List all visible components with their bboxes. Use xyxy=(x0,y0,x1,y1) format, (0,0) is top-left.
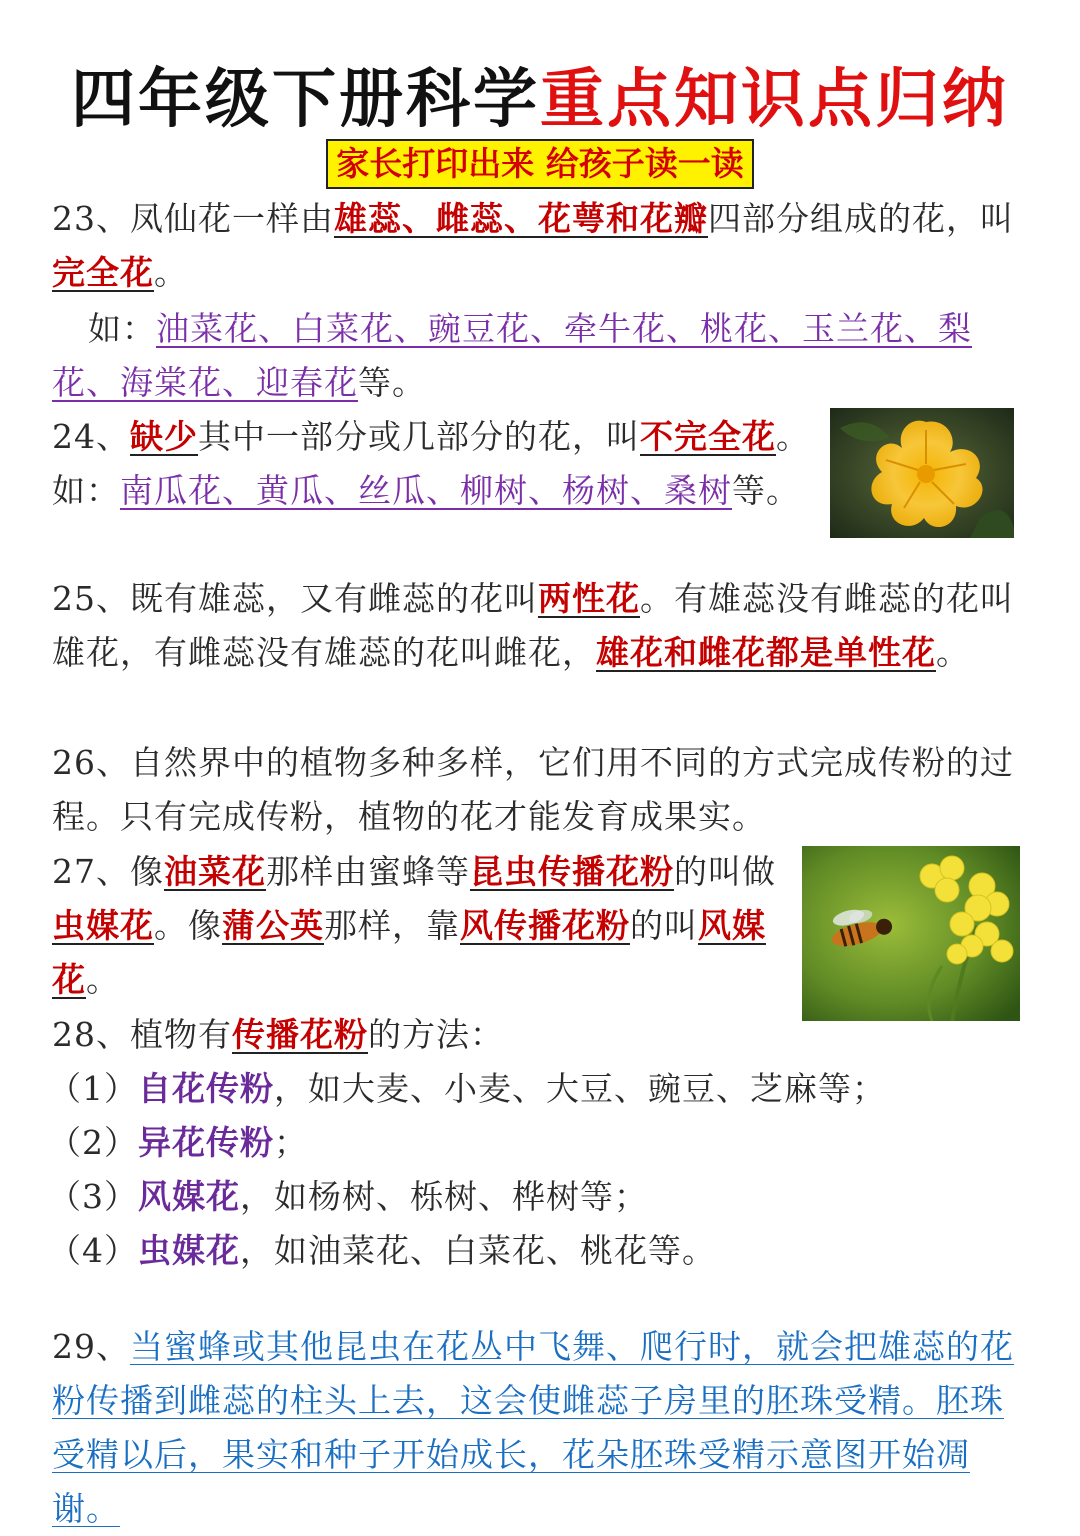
keyword: 传播花粉 xyxy=(232,1015,368,1054)
para-number: 23、 xyxy=(52,199,130,238)
para-number: 29、 xyxy=(52,1327,130,1366)
text: ，如大麦、小麦、大豆、豌豆、芝麻等； xyxy=(274,1069,886,1108)
paragraph-26 xyxy=(52,736,1032,844)
bee-rapeseed-photo xyxy=(802,846,1020,1021)
list-item xyxy=(48,1170,1028,1224)
list-item xyxy=(48,1116,1028,1170)
text: 的叫做 xyxy=(674,852,776,891)
list-index: （3） xyxy=(48,1177,138,1216)
text: 。 xyxy=(154,253,188,292)
keyword: 虫媒花 xyxy=(52,906,154,945)
pumpkin-flower-photo xyxy=(830,408,1014,538)
text: 那样由蜜蜂等 xyxy=(266,852,470,891)
keyword: 蒲公英 xyxy=(222,906,324,945)
method-name: 虫媒花 xyxy=(138,1231,240,1270)
text: 当蜜蜂或其他昆虫在花丛中飞舞、爬行时，就会把雄蕊的花粉传播到雌蕊的柱头上去，这会使雌蕊子房里的胚珠受精。胚珠受精以后，果实和种子开始成长，花朵胚珠受精示意图开始凋谢。 xyxy=(52,1327,1014,1528)
text: 等。 xyxy=(358,363,426,402)
text: 。像 xyxy=(154,906,222,945)
text: 既有雄蕊，又有雌蕊的花叫 xyxy=(130,579,538,618)
keyword: 油菜花 xyxy=(164,852,266,891)
text: ，如油菜花、白菜花、桃花等。 xyxy=(240,1231,716,1270)
title-part1: 四年级下册科学 xyxy=(71,63,540,137)
example-list: 油菜花、白菜花、豌豆花、牵牛花、桃花、玉兰花、梨花、海棠花、迎春花 xyxy=(52,309,972,402)
keyword: 风媒花 xyxy=(52,906,766,999)
subtitle-banner: 家长打印出来 给孩子读一读 xyxy=(326,139,754,189)
para-number: 25、 xyxy=(52,579,130,618)
text: 。 xyxy=(86,960,120,999)
keyword: 雄花和雌花都是单性花 xyxy=(596,633,936,672)
method-name: 风媒花 xyxy=(138,1177,240,1216)
list-index: （4） xyxy=(48,1231,138,1270)
text: ，如杨树、栎树、桦树等； xyxy=(240,1177,648,1216)
paragraph-24 xyxy=(52,410,812,518)
para-number: 24、 xyxy=(52,417,130,456)
text: 28、植物有 xyxy=(52,1015,232,1054)
text: 。如： xyxy=(52,417,810,510)
paragraph-29 xyxy=(52,1320,1032,1536)
text: 。 xyxy=(936,633,970,672)
list-index: （2） xyxy=(48,1123,138,1162)
paragraph-27 xyxy=(52,845,777,1007)
method-name: 自花传粉 xyxy=(138,1069,274,1108)
method-name: 异花传粉 xyxy=(138,1123,274,1162)
keyword: 两性花 xyxy=(538,579,640,618)
text: 等。 xyxy=(732,471,800,510)
text: 的叫 xyxy=(630,906,698,945)
example-list: 南瓜花、黄瓜、丝瓜、柳树、杨树、桑树 xyxy=(120,471,732,510)
text: 四部分组成的花，叫 xyxy=(708,199,1014,238)
text: 26、自然界中的植物多种多样，它们用不同的方式完成传粉的过程。只有完成传粉，植物的花才能发育成果实。 xyxy=(52,743,1014,836)
keyword: 不完全花 xyxy=(640,417,776,456)
para-number: 27、 xyxy=(52,852,130,891)
paragraph-23-examples xyxy=(52,302,1032,410)
text: 如： xyxy=(88,309,156,348)
text: 的方法： xyxy=(368,1015,504,1054)
page-title xyxy=(0,48,1080,140)
list-item xyxy=(48,1062,1028,1116)
keyword: 缺少 xyxy=(130,417,198,456)
keyword: 昆虫传播花粉 xyxy=(470,852,674,891)
text: 其中一部分或几部分的花，叫 xyxy=(198,417,640,456)
text: ； xyxy=(274,1123,308,1162)
list-index: （1） xyxy=(48,1069,138,1108)
list-item xyxy=(48,1224,1028,1278)
keyword: 完全花 xyxy=(52,253,154,292)
text: 那样，靠 xyxy=(324,906,460,945)
paragraph-23 xyxy=(52,192,1032,300)
title-part2: 重点知识点归纳 xyxy=(540,63,1009,137)
pollination-list xyxy=(48,1062,1028,1278)
keyword: 雄蕊、雌蕊、花萼和花瓣 xyxy=(334,199,708,238)
paragraph-25 xyxy=(52,572,1032,680)
keyword: 风传播花粉 xyxy=(460,906,630,945)
text: 。有雄蕊没有雌蕊的花叫雄花，有雌蕊没有雄蕊的花叫雌花， xyxy=(52,579,1014,672)
text: 凤仙花一样由 xyxy=(130,199,334,238)
text: 像 xyxy=(130,852,164,891)
paragraph-28 xyxy=(52,1008,1032,1062)
